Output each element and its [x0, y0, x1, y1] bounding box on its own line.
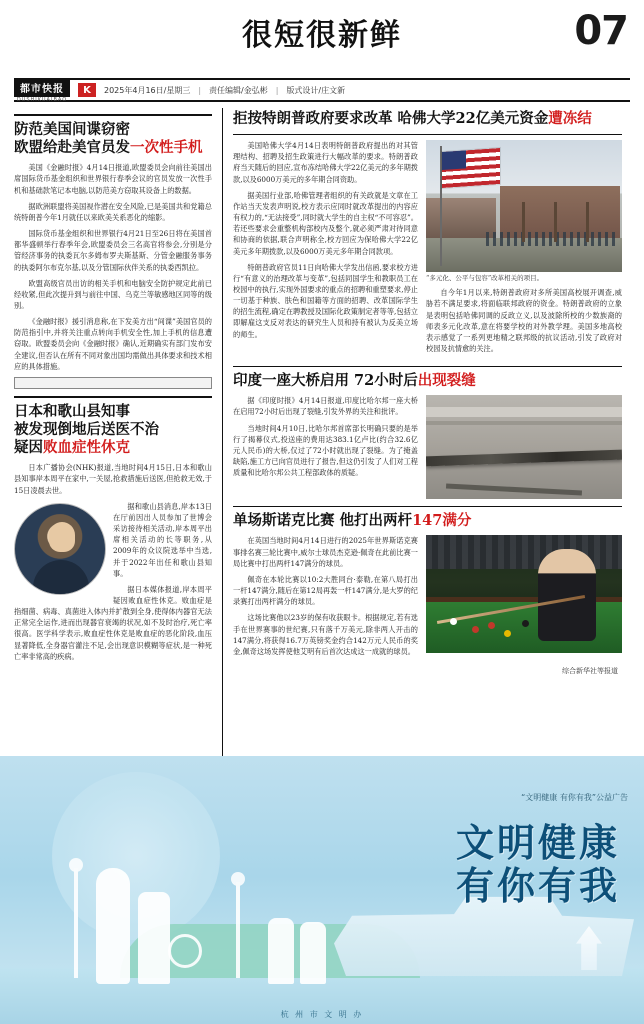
- ad-title-line-2: 有你有我: [455, 862, 620, 908]
- right-column: [222, 108, 622, 802]
- photo-bridge-rail: [426, 407, 622, 417]
- article-paragraph: 欧盟高级官员出访的相关手机和电脑安全防护规定此前已经收紧,但此次提升到与前往中国、乌克兰等敏感地区同等的级别。: [14, 278, 212, 310]
- article-paragraph: 自今年1月以来,特朗普政府对多所美国高校展开调查,威胁若不满足要求,将面临联邦政府的资金。特朗普政府的立象是表明包括哈佛同调的反政立义,以及波除所校的少数族裔的师表多元化改革,意在将要学校的对外教学理。美国多地高校表示感觉了一系列更地精之联邦级的抗议活动,引发了政府对校园及抗情愈的关注。: [426, 288, 622, 353]
- headline-line-1: 防范美国间谍窃密: [14, 121, 130, 138]
- article-headline: [233, 110, 622, 128]
- article-paragraph: 佩奇在本轮比赛以10:2大胜同台·泰勒,在第八局打出一杆147满分,随后在第12局再轰一杆147满分,是大罗的纪录赛打出两杆满分的球员。: [233, 574, 418, 607]
- editor-credit: 责任编辑/金弘彬: [209, 85, 268, 95]
- article-wakayama-governor: [14, 396, 212, 662]
- article-headline: [14, 403, 212, 457]
- headline-highlight: 败血症性休克: [43, 439, 130, 457]
- headline-line-3: 疑因: [14, 439, 43, 457]
- article-paragraph: 特朗普政府官员11日向哈佛大学发出信函,要求校方进行“有意义的治理改革与变革”,包括同国学生和教职员工在校园中的执行,实现外国要求的重点的招聘和重塑要求,停止一切基于种族、肤色和国籍等方面的招聘、改革国际学生的招生流程,确定在聘教授及国际化政策制定者等等,包括立即解雇这支反对表达的研究生人员和持有被认为反美立场的师生。: [233, 262, 418, 339]
- article-headline: [233, 512, 622, 530]
- article-rule: [233, 134, 622, 135]
- article-paragraph: 据日本媒体报道,岸本周平疑因败血症性休克。败血症是指细菌、病毒、真菌进入体内并扩散到全身,使得体内器官无法正常完全运作,进而出现器官衰竭的状况,如不及时治疗,死亡率很高。医学科学表示,败血症性休克是败血症的恶化阶段,血压显著降低,全身器官灌注不足,会出现意识模糊等症状,是一种死亡率非常高的疾病。: [14, 584, 212, 661]
- page-content: [0, 102, 644, 802]
- photo-tree: [522, 202, 525, 242]
- article-rule-top: [14, 396, 212, 398]
- photo-crack-secondary: [446, 484, 582, 496]
- article-paragraph: 据和歌山县消息,岸本13日在厅前因出人员参加了世博会采访接待相关活动,岸本周平出席相关活动的长等职务,从2009年的众议院选举中当选,并于2022年出任和歌山县知事。: [113, 501, 212, 578]
- article-rule-top: [14, 114, 212, 116]
- photo-snooker-player: [426, 535, 622, 653]
- publication-date: 2025年4月16日/星期三: [104, 85, 191, 95]
- article-text-block: [233, 140, 418, 359]
- k-badge-icon: K: [78, 83, 96, 97]
- article-source: 综合新华社等报道: [562, 666, 618, 675]
- article-paragraph: 国际货币基金组织和世界银行4月21日至26日将在美国首都华盛顿举行春季年会,欧盟委员会三名高官将参会,分别是分管经济事务的执委瓦尔多姆布罗夫斯基斯、分管金融服务事务的执委阿尔布克尔基,以及分管国际伙伴关系的执委西凯拉。: [14, 229, 212, 272]
- headline-text: 印度一座大桥启用 72小时后: [233, 372, 418, 390]
- ad-street-lamp-icon: [236, 882, 240, 978]
- article-pullquote-box: [14, 377, 212, 389]
- article-photo-block: [426, 140, 622, 359]
- article-snooker-147: [233, 506, 622, 676]
- headline-line-2: 被发现倒地后送医不治: [14, 421, 159, 439]
- article-text-block: [233, 395, 418, 499]
- article-text-block: [233, 535, 418, 662]
- photo-us-flag: [442, 148, 500, 188]
- headline-highlight: 一次性手机: [130, 139, 203, 157]
- article-paragraph: 美国哈佛大学4月14日表明特朗普政府提出的对其管理结构、招聘及招生政策进行大幅改革的要求。特朗普政府当天随后的回应,宣布冻结哈佛大学22亿美元的多年期拨款,以及6000万美元的多年期合同资助。: [233, 141, 418, 184]
- ad-figure-sitting: [268, 918, 294, 984]
- article-paragraph: 据《印度时报》4月14日报道,印度比哈尔邦一座大桥在启用72小时后出现了裂缝,引发外界的关注和批评。: [233, 396, 418, 417]
- photo-player: [538, 549, 596, 641]
- article-eu-burner-phones: [14, 114, 212, 389]
- photo-tree: [554, 202, 557, 242]
- ad-figure-caregiver: [96, 868, 130, 984]
- separator-1: |: [198, 85, 202, 95]
- headline-line-2: 欧盟给赴美官员发: [14, 139, 130, 157]
- photo-tree: [586, 202, 589, 242]
- photo-bridge-rail-shadow: [426, 421, 622, 425]
- headline-text: 单场斯诺克比赛 他打出两杆: [233, 512, 413, 530]
- ad-title: [456, 822, 620, 907]
- left-column: [14, 108, 212, 802]
- article-body-with-photo: [233, 140, 622, 359]
- newspaper-logo-pinyin: DUSHIKUAIBAO: [16, 96, 68, 103]
- article-india-bridge-crack: [233, 366, 622, 499]
- article-headline: [14, 121, 212, 157]
- masthead-info-bar: [14, 80, 630, 102]
- article-body-with-photo: [233, 535, 622, 662]
- article-paragraph: 当地时间4月10日,比哈尔邦首席部长明确只要的是举行了揭幕仪式,投送座的费用达383.1亿卢比(约合32.6亿元人民币)的大桥,仅过了72小时就出现了裂缝。为了掩盖缺陷,施工方已向官员进行了报告,但这仍引发了人们对工程质量和比哈尔邦公共工程部政体的质疑。: [233, 423, 418, 478]
- masthead-title: 很短很新鲜: [242, 18, 402, 53]
- article-headline: [233, 372, 622, 390]
- ad-figure-sitting: [300, 922, 326, 984]
- photo-bridge-crack: [426, 395, 622, 499]
- article-body-with-photo: [233, 395, 622, 499]
- ad-title-line-1: 文明健康: [455, 820, 620, 865]
- article-paragraph: 据欧洲联盟将美国视作潜在安全风险,已是美国共和党籍总统特朗普今年1月就任以来欧美关系恶化的缩影。: [14, 201, 212, 222]
- article-rule: [233, 366, 622, 367]
- portrait-photo: [14, 503, 106, 595]
- page-number: 07: [574, 8, 628, 54]
- headline-highlight: 147满分: [412, 512, 472, 530]
- ad-street-lamp-icon: [74, 868, 78, 978]
- headline-text: 拒按特朗普政府要求改革 哈佛大学22亿美元资金: [233, 110, 549, 127]
- article-paragraph: 《金融时报》援引消息称,在下发美方出“间谍”美国官员的防范指引中,并将关注重点转向手机安全性,加上手机的信息遭窃取。欧盟委员会向《金融时报》确认,近期确实有部门发布安全建议,但否认在所有不同对象出国均需做出具体要求和技术相应的具体措施。: [14, 317, 212, 371]
- flag-canton: [442, 150, 466, 170]
- photo-caption: “多元化、公平与包容”改革相关的项目。: [426, 274, 544, 283]
- article-paragraph: 据美国行业部,哈佛管理者组织的有关政就是文章在工作站当天发表声明说,校方表示应同时就改革提出的内容应有权力的,“无法接受”,同时就大学生的自主权“不可容忍”。若还些要求会重整机构部校内及整个,就必须严肃对待同意和协商的依据,联合声明称全,校方回应为保哈佛大学22亿美元多年期拨款,以及6000万美元多年期合同款项。: [233, 190, 418, 256]
- ad-wheelchair-wheel-icon: [168, 934, 202, 968]
- article-paragraph: 美国《金融时报》4月14日报道,欧盟委员会向前往美国出席国际货币基金组织和世界银行春季会议的官员发放一次性手机和基础款笔记本电脑,以防范美方窃取其设备上的数据。: [14, 163, 212, 195]
- article-paragraph: 这场比赛他以23岁的保有收获眼卡。根据规定,若有选手在世界赛事的世纪赛,只有落千万美元,除非两人开击的147满分,将获得16.7万英镑奖金约合142万元人民币的奖金,佩奇这场发挥使他艾明有后首次达成这一成就的球员。: [233, 613, 418, 656]
- designer-credit: 版式设计/庄文新: [286, 85, 346, 95]
- headline-highlight: 出现裂缝: [417, 372, 476, 390]
- public-service-ad: [0, 756, 644, 1024]
- photo-crack-main: [426, 450, 622, 467]
- headline-highlight: 遭冻结: [548, 110, 592, 127]
- ad-tagline: “文明健康 有你有我”公益广告: [521, 793, 628, 802]
- separator-2: |: [275, 85, 279, 95]
- masthead: [0, 0, 644, 72]
- article-paragraph: 在英国当地时间4月14日进行的2025年世界斯诺克赛事排名赛三轮比赛中,威尔士球员杰克逊·佩奇在此前比赛一局比赛中打出两杆147满分的球员。: [233, 536, 418, 568]
- ad-figure-elder: [138, 892, 170, 984]
- newspaper-logo: [14, 78, 70, 103]
- article-harvard-funding-freeze: [233, 110, 622, 359]
- article-photo-block: [426, 535, 622, 662]
- article-rule: [233, 506, 622, 507]
- headline-line-1: 日本和歌山县知事: [14, 402, 130, 420]
- article-paragraph: 日本广播协会(NHK)报道,当地时间4月15日,日本和歌山县知事岸本周平在家中,一关屋,抢救措施后送医,但抢救无效,于15日凌晨去世。: [14, 463, 212, 495]
- newspaper-logo-text: 都市快报: [14, 78, 70, 97]
- photo-building-main: [500, 186, 620, 238]
- photo-crowd: [486, 232, 616, 246]
- article-photo-block: [426, 395, 622, 499]
- photo-harvard-campus: [426, 140, 622, 272]
- ad-footer-credit: 杭 州 市 文 明 办: [280, 1010, 364, 1019]
